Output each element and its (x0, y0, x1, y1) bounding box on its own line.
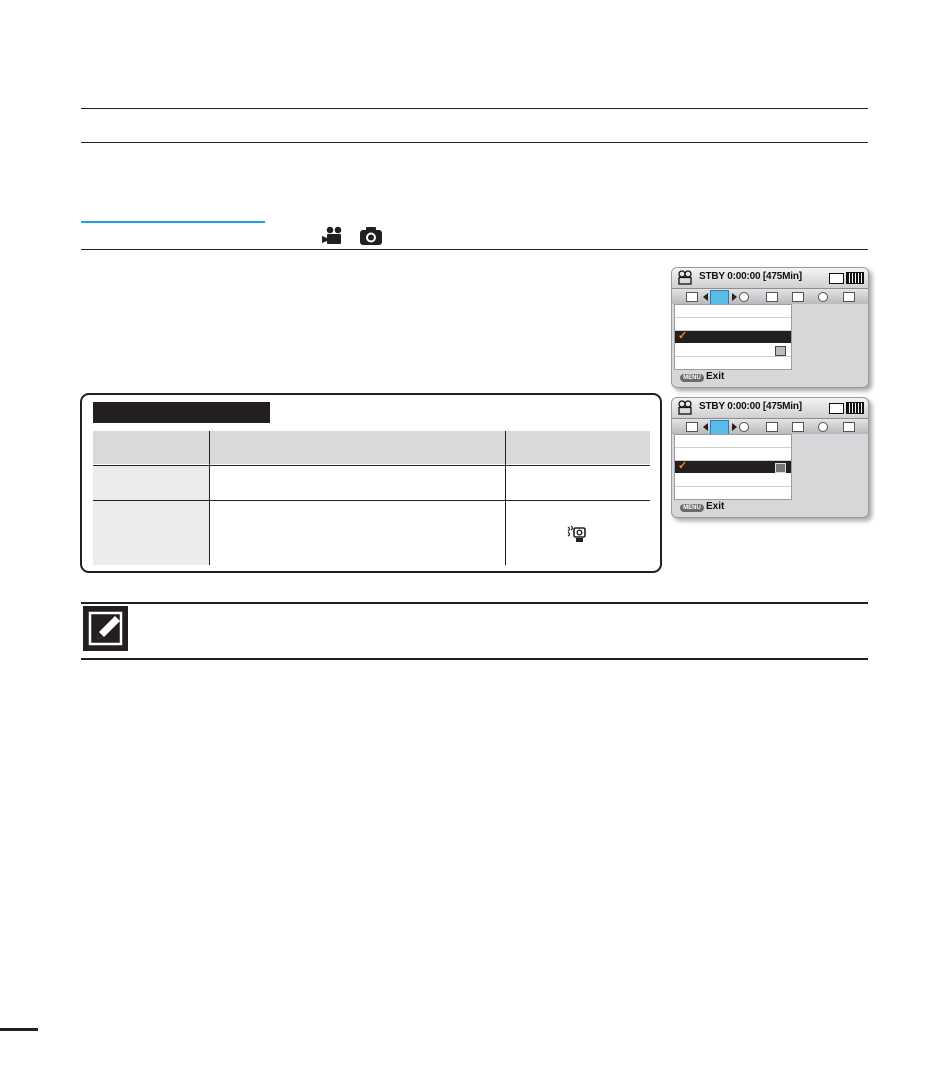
tab-zoom-icon[interactable] (739, 422, 749, 432)
memory-card-icon (829, 403, 844, 414)
battery-icon (846, 402, 864, 414)
menu-button[interactable]: MENU (680, 504, 704, 512)
table-header-row (93, 431, 650, 464)
memory-card-icon (829, 273, 844, 284)
screen-status-bar (672, 268, 868, 288)
tab-anti-shake-selected[interactable] (710, 420, 729, 435)
video-mode-icon (677, 400, 693, 415)
camera-screen-dis (671, 397, 869, 518)
note-bottom-rule (81, 658, 868, 660)
heading-rule (81, 249, 868, 250)
camera-screen-standard (671, 267, 869, 388)
tab-icon[interactable] (792, 422, 804, 432)
tab-zoom-icon[interactable] (739, 292, 749, 302)
status-text: STBY 0:00:00 [475Min] (699, 401, 802, 412)
tab-icon[interactable] (792, 292, 804, 302)
table-divider (209, 431, 210, 565)
table-divider (93, 465, 650, 466)
exit-label: Exit (706, 371, 725, 382)
tab-icon[interactable] (843, 422, 855, 432)
tab-right-arrow-icon[interactable] (732, 293, 737, 301)
tab-anti-shake-selected[interactable] (710, 290, 729, 305)
tab-settings-icon[interactable] (818, 292, 828, 302)
table-title-bar (93, 402, 270, 423)
exit-label: Exit (706, 501, 725, 512)
note-top-rule (81, 602, 868, 604)
option-icon (775, 346, 786, 356)
option-list (674, 304, 792, 370)
tab-right-arrow-icon[interactable] (732, 423, 737, 431)
video-mode-icon (677, 270, 693, 285)
list-item-selected[interactable] (675, 331, 791, 343)
option-icon (775, 463, 786, 473)
tab-icon[interactable] (766, 422, 778, 432)
list-item-selected[interactable] (675, 461, 791, 473)
movie-camera-icon (322, 226, 346, 246)
list-item[interactable] (675, 344, 791, 357)
tab-settings-icon[interactable] (818, 422, 828, 432)
check-icon: ✓ (678, 330, 688, 342)
tab-icon[interactable] (686, 422, 698, 432)
menu-tab-bar (672, 418, 868, 434)
option-list (674, 434, 792, 500)
tab-icon[interactable] (766, 292, 778, 302)
page-edge-marker (0, 1028, 38, 1031)
screen-status-bar (672, 398, 868, 418)
tab-icon[interactable] (686, 292, 698, 302)
list-item[interactable] (675, 318, 791, 331)
check-icon: ✓ (678, 460, 688, 472)
table-first-column (93, 465, 209, 565)
list-item[interactable] (675, 448, 791, 461)
list-item[interactable] (675, 474, 791, 487)
list-item[interactable] (675, 305, 791, 318)
status-text: STBY 0:00:00 [475Min] (699, 271, 802, 282)
top-rule (81, 108, 868, 109)
photo-camera-icon (359, 226, 383, 246)
table-divider (505, 431, 506, 565)
battery-icon (846, 272, 864, 284)
heading-underline (81, 221, 265, 223)
tab-left-arrow-icon[interactable] (703, 293, 708, 301)
tab-left-arrow-icon[interactable] (703, 423, 708, 431)
menu-button[interactable]: MENU (680, 374, 704, 382)
screen-footer (672, 370, 868, 387)
section-rule (81, 142, 868, 143)
note-pencil-icon (83, 606, 128, 651)
screen-footer (672, 500, 868, 517)
table-divider (93, 500, 650, 501)
menu-tab-bar (672, 288, 868, 304)
list-item[interactable] (675, 435, 791, 448)
anti-shake-icon (566, 524, 588, 544)
tab-icon[interactable] (843, 292, 855, 302)
